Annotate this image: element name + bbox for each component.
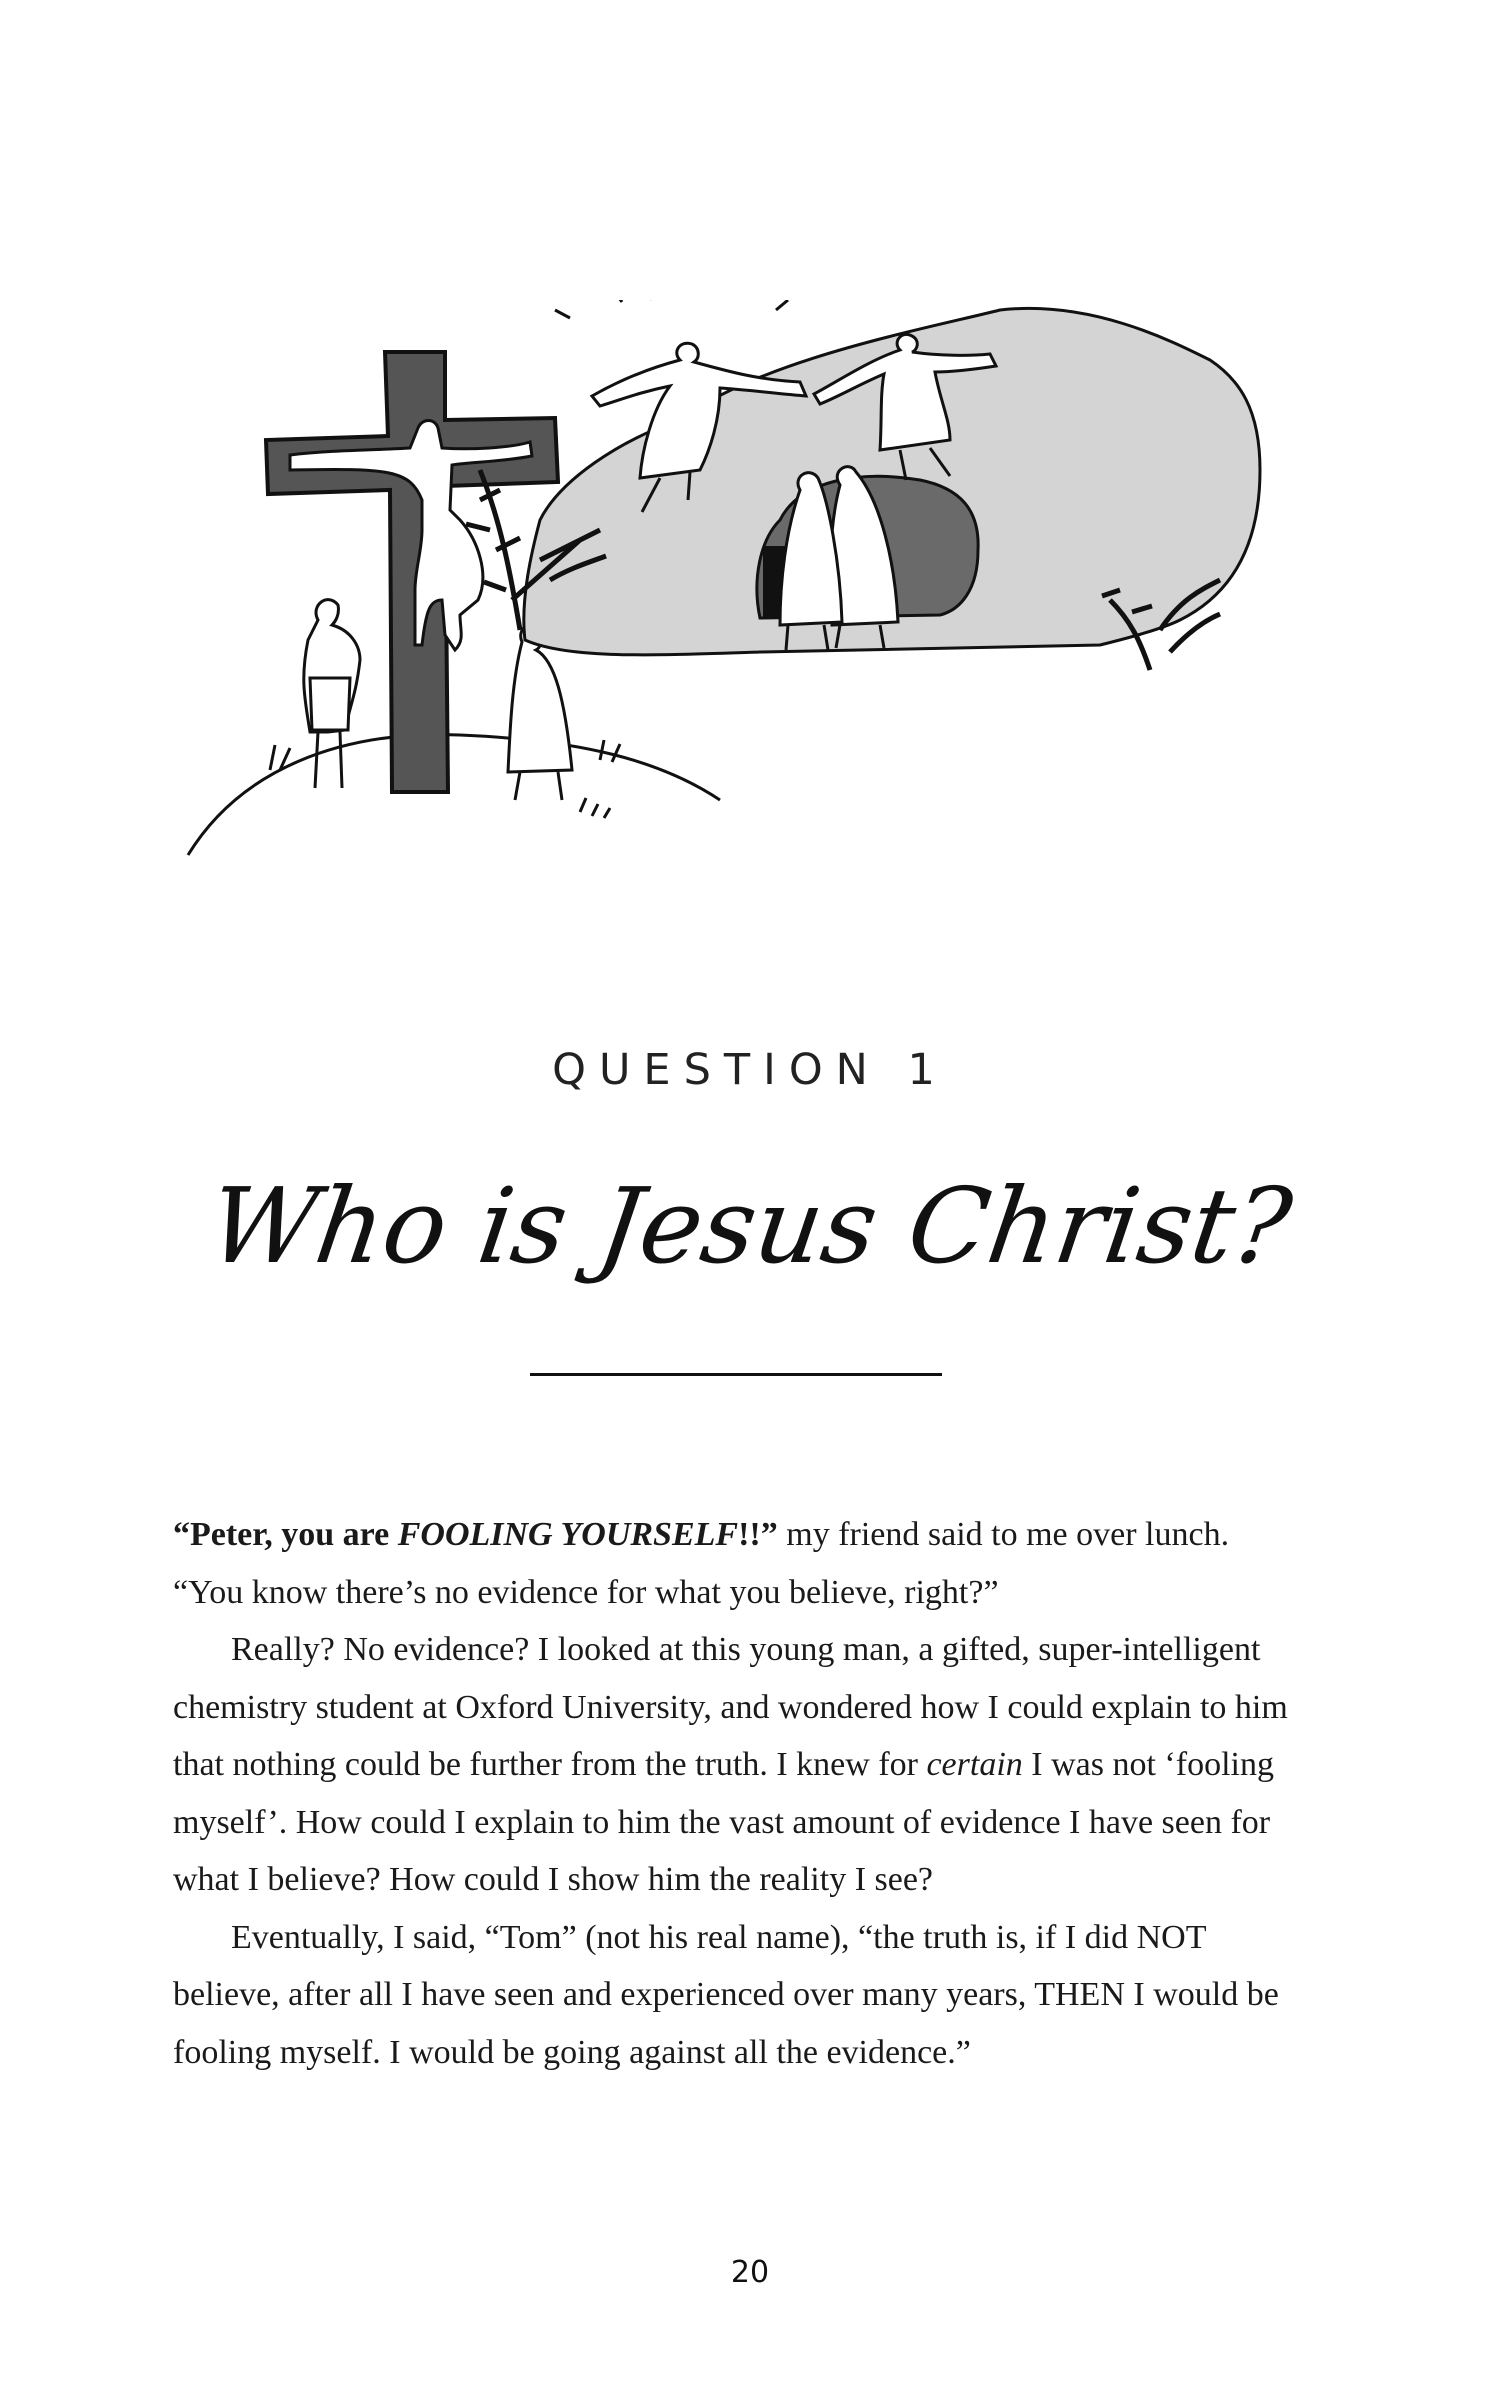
body-text (173, 1506, 1303, 2081)
bold-quote-end: !!” (738, 1516, 778, 1553)
paragraph-text: Really? No evidence? I looked at this young man, a gifted, super-intelligent chemistry student at Oxford University, and wondered how I could explain to him that nothing could be further from the truth. I knew for (173, 1631, 1288, 1783)
italic-word: certain (926, 1746, 1023, 1783)
paragraph (173, 1621, 1303, 1909)
bold-quote-start: “Peter, you are (173, 1516, 398, 1553)
paragraph (173, 1506, 1303, 1621)
chapter-title: Who is Jesus Christ? (201, 1165, 1299, 1287)
standing-figure-robe (310, 678, 350, 730)
question-label: QUESTION 1 (552, 1045, 948, 1095)
page-number: 20 (730, 2255, 770, 2290)
paragraph-text: my friend said to me over lunch. “You know there’s no evidence for what you believe, right?” (173, 1516, 1230, 1611)
paragraph: Eventually, I said, “Tom” (not his real name), “the truth is, if I did NOT believe, after all I have seen and experienced over many years, THEN I would be fooling myself. I would be going against all the evidence.” (173, 1918, 1279, 2071)
radiance-lines (555, 300, 788, 318)
paragraph-text: I was not ‘fooling myself’. How could I explain to him the vast amount of evidence I have seen for what I believe? How could I show him the reality I see? (173, 1746, 1274, 1898)
divider-rule (530, 1373, 942, 1376)
crucifixion-and-empty-tomb-illustration (160, 300, 1340, 880)
hill (188, 735, 720, 855)
bold-italic-phrase: FOOLING YOURSELF (397, 1516, 739, 1553)
